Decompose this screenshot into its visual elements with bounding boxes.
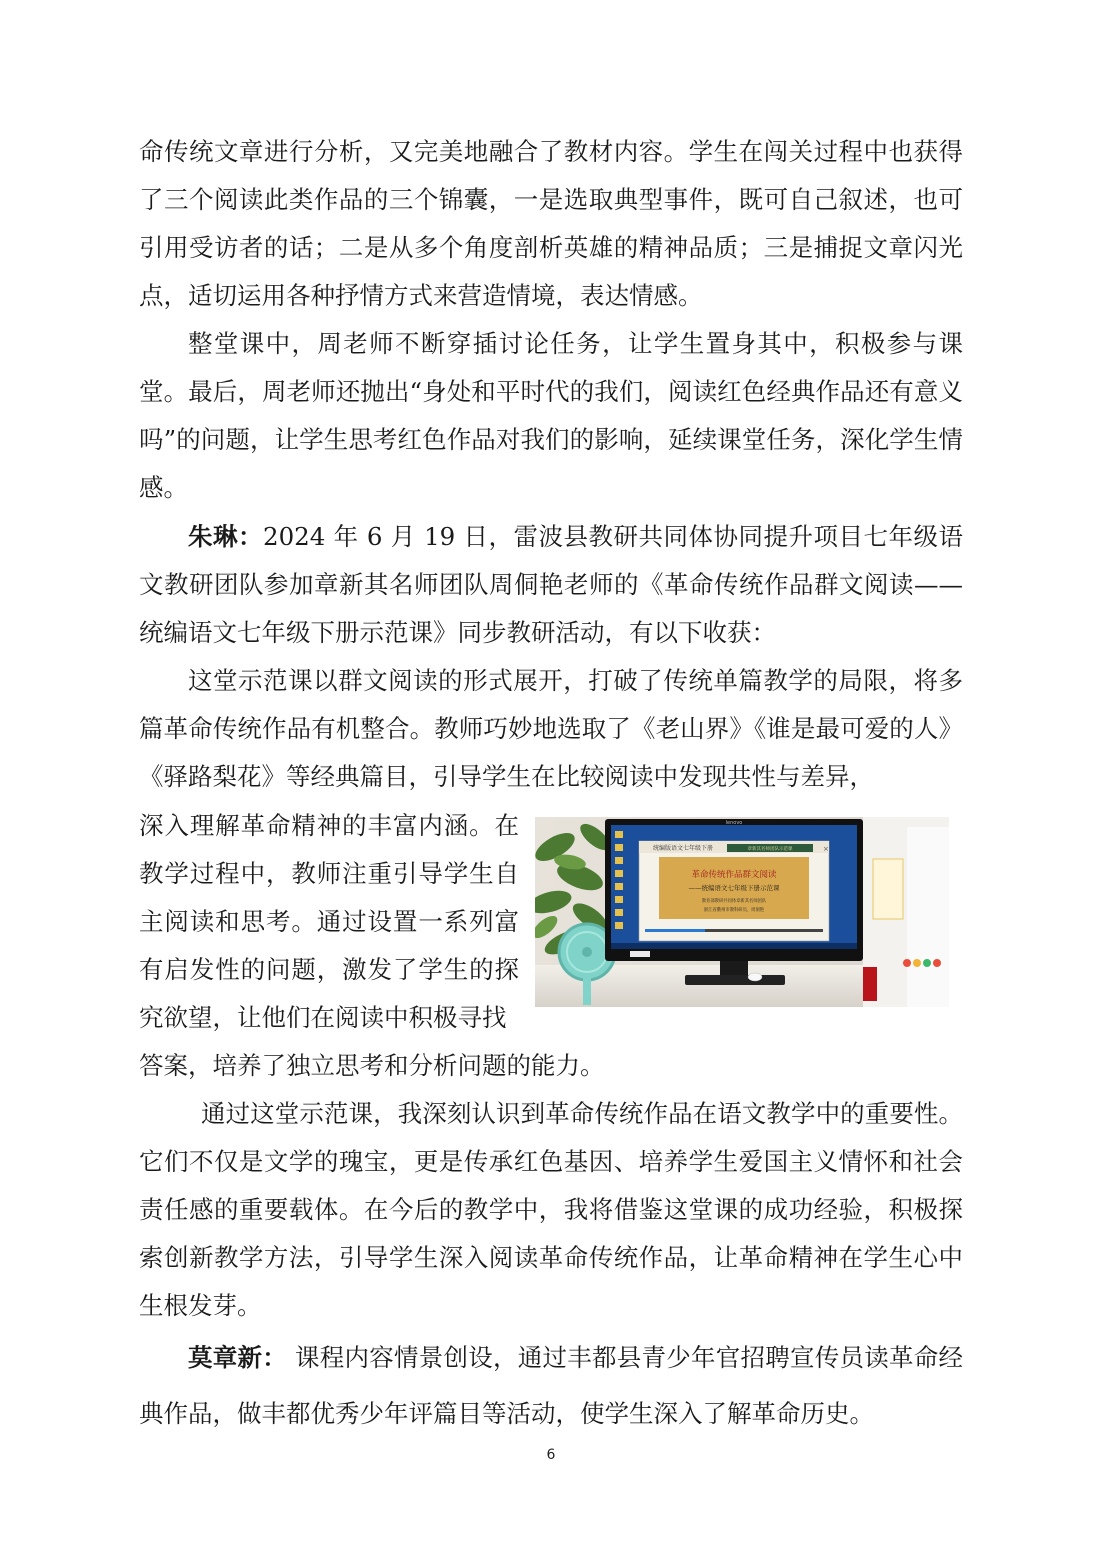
page-number: 6	[546, 1447, 556, 1463]
speaker-name: 莫章新：	[188, 1343, 287, 1372]
monitor-brand: lenovo	[725, 820, 743, 826]
slide-line-2: 浙江省衢州市教科研员、周侗艳	[703, 908, 765, 913]
card-icon	[873, 859, 903, 919]
classroom-monitor-photo	[535, 817, 949, 1007]
slide-tab-left: 统编版语文七年级下册	[653, 845, 714, 852]
paragraph-4-end: 答案，培养了独立思考和分析问题的能力。	[139, 1051, 605, 1080]
paragraph-3	[139, 513, 963, 657]
paragraph-4-wrap: 深入理解革命精神的丰富内涵。在教学过程中，教师注重引导学生自主阅读和思考。通过设置一系列富有启发性的问题，激发了学生的探究欲望，让他们在阅读中积极寻找	[139, 811, 519, 1032]
mouse-icon	[748, 973, 762, 981]
paragraph-6	[139, 1330, 963, 1442]
paragraph-1: 命传统文章进行分析，又完美地融合了教材内容。学生在闯关过程中也获得了三个阅读此类作品的三个锦囊，一是选取典型事件，既可自己叙述，也可引用受访者的话；二是从多个角度剖析英雄的精神品质；三是捕捉文章闪光点，适切运用各种抒情方式来营造情境，表达情感。	[139, 137, 963, 310]
paragraph-4-top: 这堂示范课以群文阅读的形式展开，打破了传统单篇教学的局限，将多篇革命传统作品有机整合。教师巧妙地选取了《老山界》《谁是最可爱的人》《驿路梨花》等经典篇目，引导学生在比较阅读中发现共性与差异，	[139, 666, 963, 791]
paragraph-5: 通过这堂示范课，我深刻认识到革命传统作品在语文教学中的重要性。它们不仅是文学的瑰宝，更是传承红色基因、培养学生爱国主义情怀和社会责任感的重要载体。在今后的教学中，我将借鉴这堂课的成功经验，积极探索创新教学方法，引导学生深入阅读革命传统作品，让革命精神在学生心中生根发芽。	[139, 1099, 963, 1320]
paragraph-3-text: 2024 年 6 月 19 日，雷波县教研共同体协同提升项目七年级语文教研团队参加章新其名师团队周侗艳老师的《革命传统作品群文阅读——统编语文七年级下册示范课》同步教研活动，有以下收获：	[139, 522, 963, 647]
speaker-name: 朱琳：	[188, 522, 263, 551]
close-icon: ×	[823, 845, 829, 853]
monitor-icon	[605, 819, 863, 985]
photo-illustration	[535, 817, 949, 1007]
slide-tab-right: 章新其名师团队示范课	[747, 847, 793, 852]
slide-subtitle: ——统编语文七年级下册示范课	[688, 884, 780, 892]
paragraph-6-text: 课程内容情景创设，通过丰都县青少年官招聘宣传员读革命经典作品，做丰都优秀少年评篇目等活动，使学生深入了解革命历史。	[139, 1343, 964, 1428]
paragraph-2: 整堂课中，周老师不断穿插讨论任务，让学生置身其中，积极参与课堂。最后，周老师还抛出“身处和平时代的我们，阅读红色经典作品还有意义吗”的问题，让学生思考红色作品对我们的影响，延续课堂任务，深化学生情感。	[139, 329, 963, 502]
slide-line-1: 教育部教研共同体章新其名师团队	[701, 899, 767, 904]
slide-title: 革命传统作品群文阅读	[691, 870, 777, 880]
